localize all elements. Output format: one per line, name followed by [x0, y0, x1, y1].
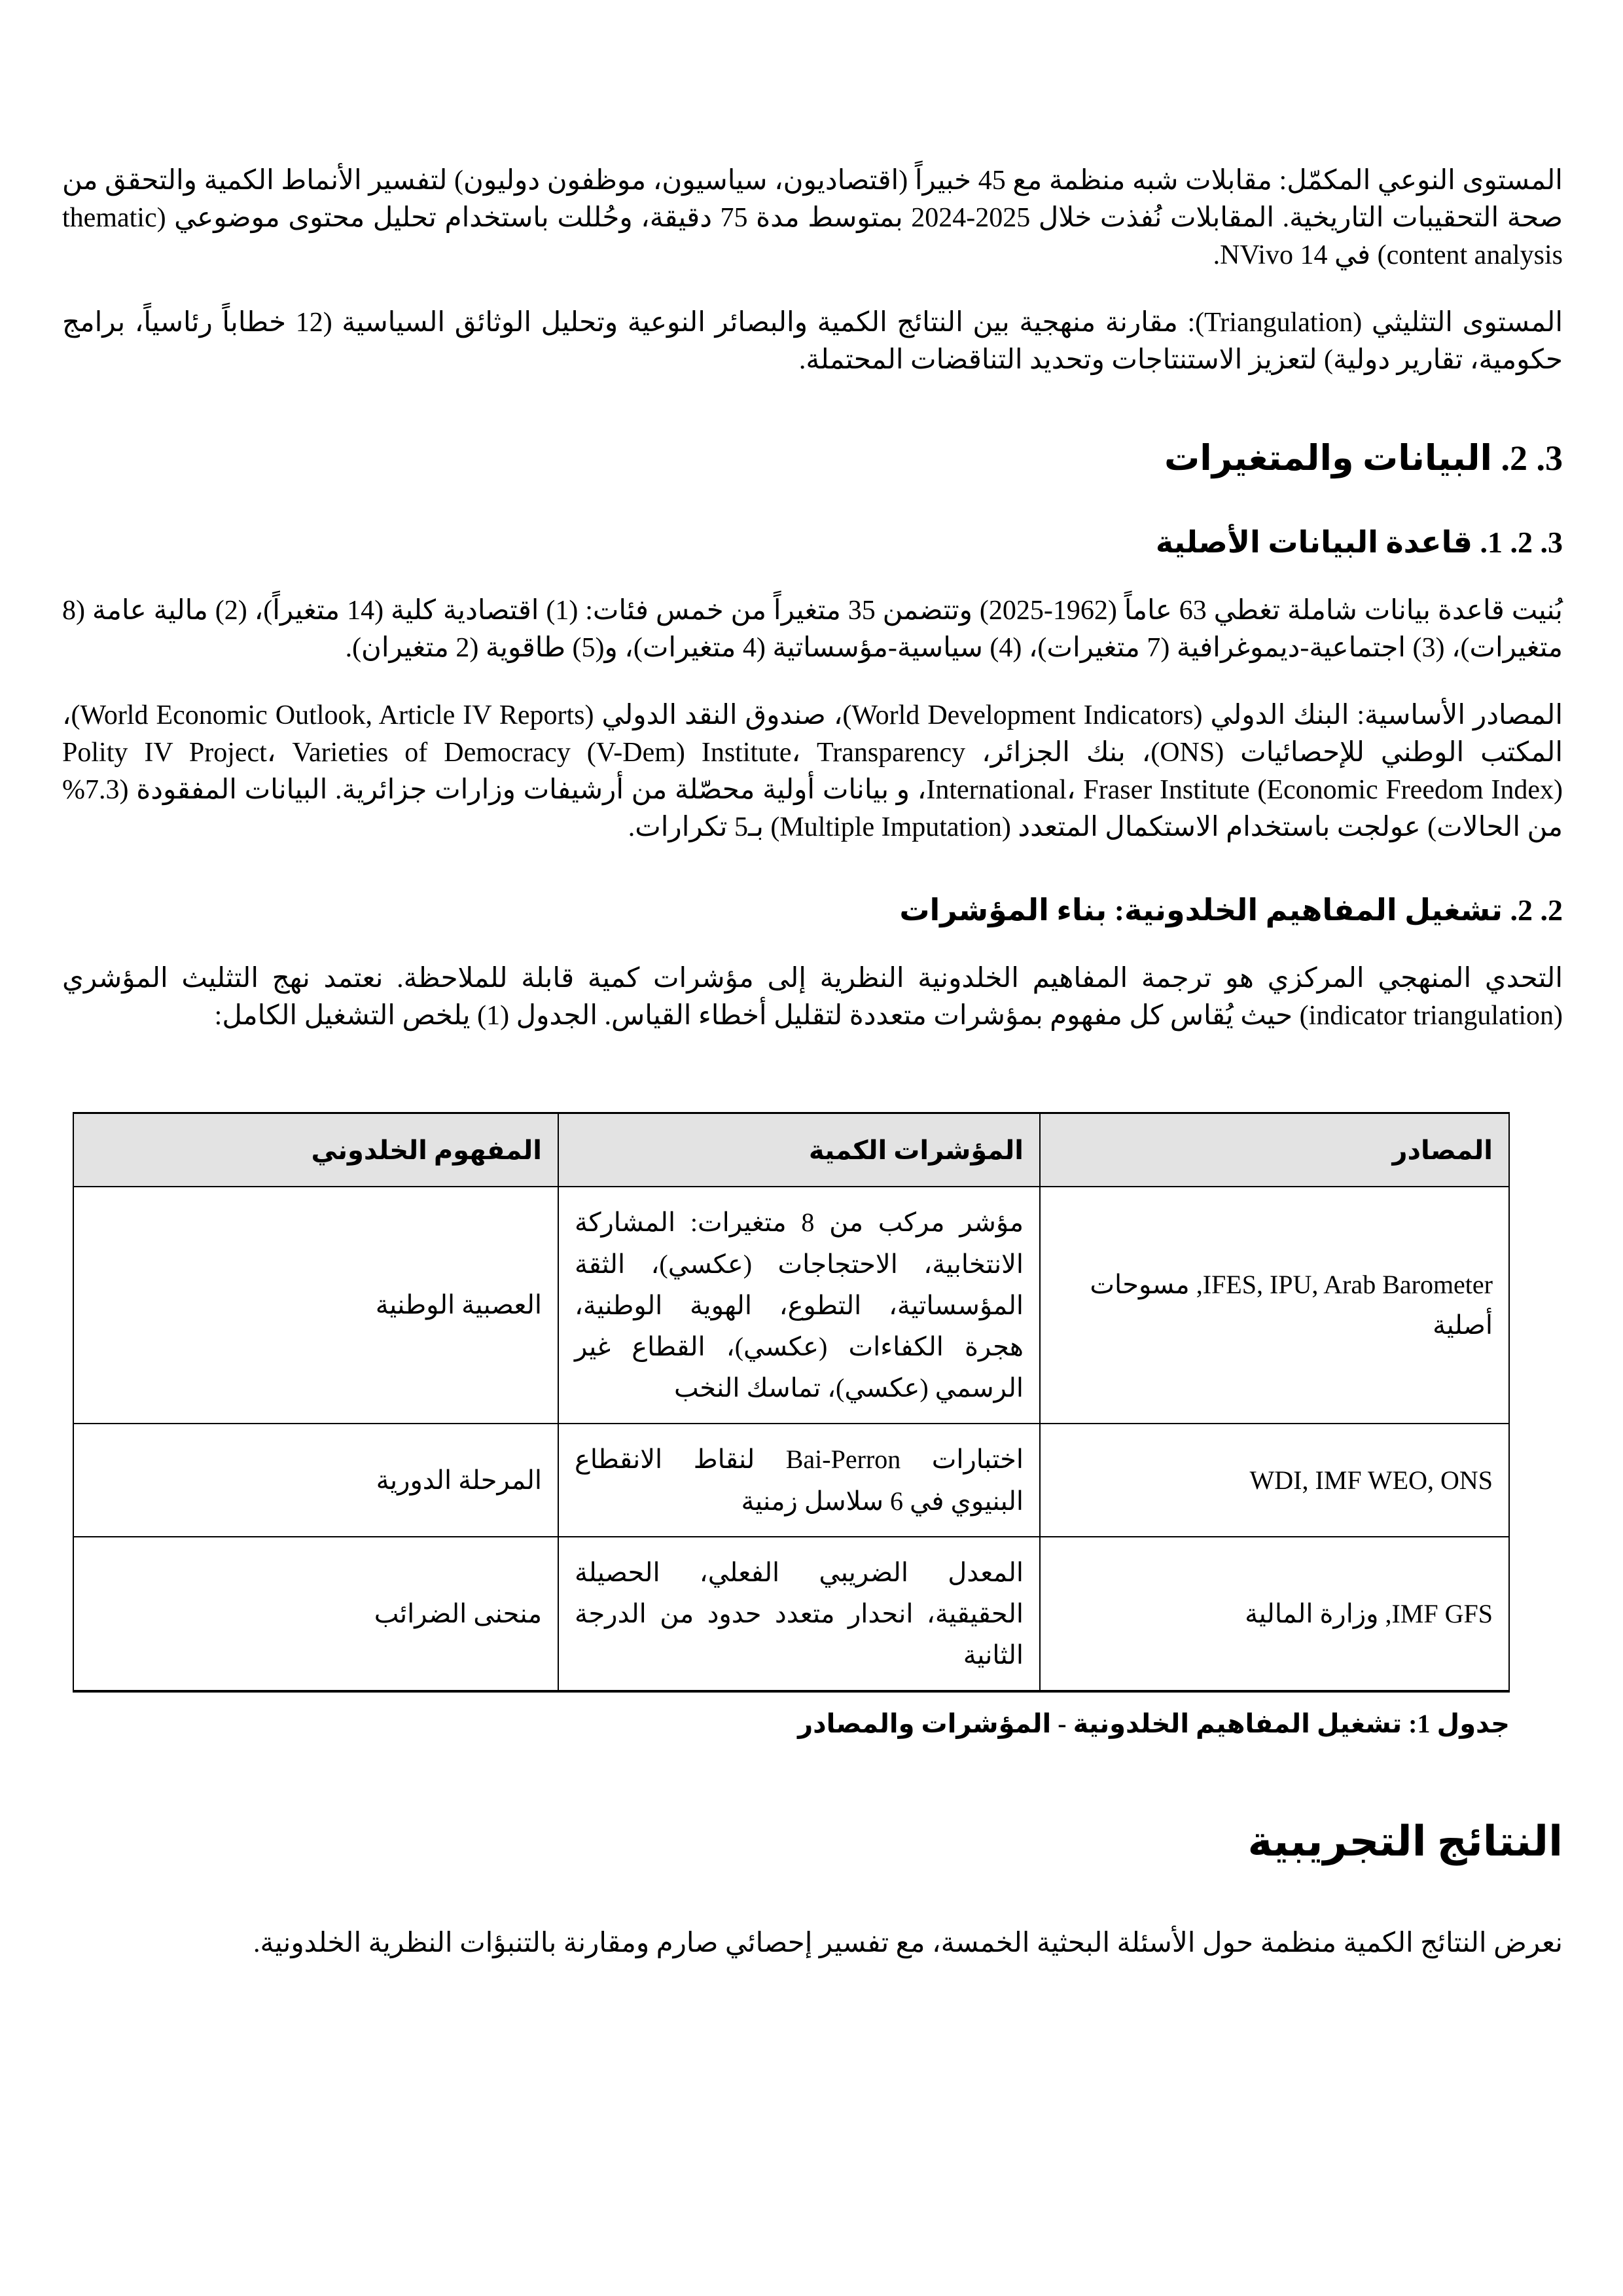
paragraph-operationalization-intro: التحدي المنهجي المركزي هو ترجمة المفاهيم الخلدونية النظرية إلى مؤشرات كمية قابلة للملاحظة. نعتمد نهج التثليث المؤشري (indicator triangulation) حيث يُقاس كل مفهوم بمؤشرات متعددة لتقليل أخطاء القياس. الجدول (1) يلخص التشغيل الكامل: — [62, 963, 1563, 1031]
paragraph-qualitative-level: المستوى النوعي المكمّل: مقابلات شبه منظمة مع 45 خبيراً (اقتصاديون، سياسيون، موظفون دوليون) لتفسير الأنماط الكمية والتحقق من صحة التحقيبات التاريخية. المقابلات نُفذت خلال 2025-2024 بمتوسط مدة 75 دقيقة، وحُللت باستخدام تحليل محتوى موضوعي (thematic content analysis) في NVivo 14. — [62, 166, 1563, 271]
cell-indicators: المعدل الضريبي الفعلي، الحصيلة الحقيقية، انحدار متعدد حدود من الدرجة الثانية — [558, 1537, 1040, 1692]
table-row — [73, 1424, 1509, 1536]
table-caption: جدول 1: تشغيل المفاهيم الخلدونية - المؤشرات والمصادر — [798, 1709, 1510, 1739]
table-row — [73, 1187, 1509, 1424]
cell-concept: المرحلة الدورية — [73, 1424, 558, 1536]
column-header-indicators: المؤشرات الكمية — [558, 1113, 1040, 1187]
paragraph-results-intro: نعرض النتائج الكمية منظمة حول الأسئلة البحثية الخمسة، مع تفسير إحصائي صارم ومقارنة بالتنبؤات النظرية الخلدونية. — [253, 1928, 1563, 1959]
column-header-concept: المفهوم الخلدوني — [73, 1113, 558, 1187]
cell-indicators: مؤشر مركب من 8 متغيرات: المشاركة الانتخابية، الاحتجاجات (عكسي)، الثقة المؤسساتية، التطوع، الهوية الوطنية، هجرة الكفاءات (عكسي)، القطاع غير الرسمي (عكسي)، تماسك النخب — [558, 1187, 1040, 1424]
cell-concept: العصبية الوطنية — [73, 1187, 558, 1424]
heading-data-and-variables: 3. 2. البيانات والمتغيرات — [1164, 438, 1563, 478]
cell-concept: منحنى الضرائب — [73, 1537, 558, 1692]
cell-sources: IMF GFS, وزارة المالية — [1040, 1537, 1509, 1692]
paragraph-main-sources: المصادر الأساسية: البنك الدولي (World Development Indicators)، صندوق النقد الدولي (World Economic Outlook, Article IV Reports)، المكتب الوطني للإحصائيات (ONS)، بنك الجزائر، Polity IV Project، Varieties of Democracy (V-Dem) Institute، Transparency International، Fraser Institute (Economic Freedom Index)، و بيانات أولية محصّلة من أرشيفات وزارات جزائرية. البيانات المفقودة (7.3% من الحالات) عولجت باستخدام الاستكمال المتعدد (Multiple Imputation) بـ5 تكرارات. — [62, 700, 1563, 843]
cell-sources: IFES, IPU, Arab Barometer, مسوحات أصلية — [1040, 1187, 1509, 1424]
paragraph-triangulation-level: المستوى التثليثي (Triangulation): مقارنة منهجية بين النتائج الكمية والبصائر النوعية وتحليل الوثائق السياسية (12 خطاباً رئاسياً، برامج حكومية، تقارير دولية) لتعزيز الاستنتاجات وتحديد التناقضات المحتملة. — [62, 308, 1563, 376]
table-header-row — [73, 1113, 1509, 1187]
heading-operationalization: 2. 2. تشغيل المفاهيم الخلدونية: بناء المؤشرات — [899, 893, 1563, 927]
cell-sources: WDI, IMF WEO, ONS — [1040, 1424, 1509, 1536]
concepts-indicators-table — [73, 1112, 1510, 1693]
heading-original-database: 3. 2. 1. قاعدة البيانات الأصلية — [1155, 525, 1563, 559]
table-row — [73, 1537, 1509, 1692]
column-header-sources: المصادر — [1040, 1113, 1509, 1187]
paragraph-database-description: بُنيت قاعدة بيانات شاملة تغطي 63 عاماً (1962-2025) وتتضمن 35 متغيراً من خمس فئات: (1) اقتصادية كلية (14 متغيراً)، (2) مالية عامة (8 متغيرات)، (3) اجتماعية-ديموغرافية (7 متغيرات)، (4) سياسية-مؤسساتية (4 متغيرات)، و(5) طاقوية (2 متغيران). — [62, 595, 1563, 663]
cell-indicators: اختبارات Bai-Perron لنقاط الانقطاع البنيوي في 6 سلاسل زمنية — [558, 1424, 1040, 1536]
heading-empirical-results: النتائج التجريبية — [1247, 1818, 1563, 1865]
